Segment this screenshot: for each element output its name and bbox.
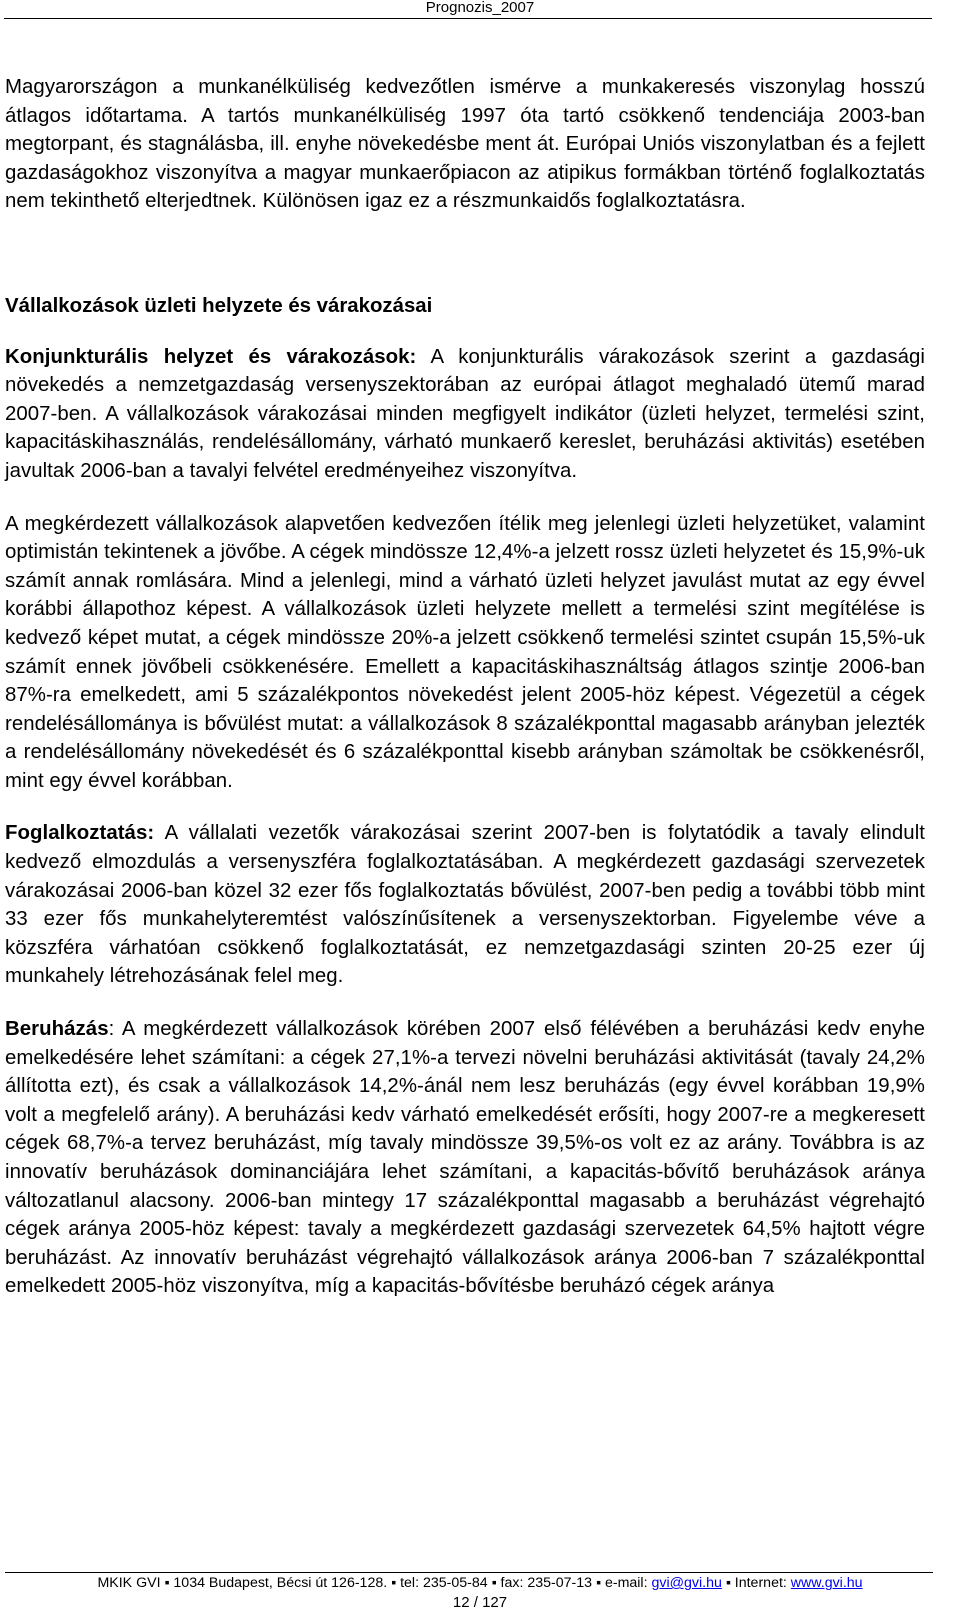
page-content (5, 73, 925, 1301)
beruhazas-paragraph (5, 1015, 925, 1301)
document-title: Prognozis_2007 (425, 0, 535, 16)
konjunktura-paragraph (5, 343, 925, 486)
section-heading: Vállalkozások üzleti helyzete és várakozásai (5, 294, 433, 317)
konjunktura-label: Konjunkturális helyzet és várakozások: (5, 345, 417, 368)
intro-paragraph: Magyarországon a munkanélküliség kedvezőtlen ismérve a munkakeresés viszonylag hosszú átlagos időtartama. A tartós munkanélküliség 1997 óta tartó csökkenő tendenciája 2003-ban megtorpant, és stagnálásba, ill. enyhe növekedésbe ment át. Európai Uniós viszonylatban és a fejlett gazdaságokhoz viszonyítva a magyar munkaerőpiacon az atipikus formákban történő foglalkoztatás nem tekinthető elterjedtnek. Különösen igaz ez a részmunkaidős foglalkoztatásra. (5, 76, 925, 213)
page-header (0, 0, 960, 20)
website-link[interactable]: www.gvi.hu (790, 1575, 863, 1591)
foglalkoztatas-paragraph (5, 819, 925, 991)
footer-internet-label: ▪ Internet: (721, 1575, 791, 1591)
footer-contact: MKIK GVI ▪ 1034 Budapest, Bécsi út 126-128. ▪ tel: 235-05-84 ▪ fax: 235-07-13 ▪ e-mail: (97, 1575, 652, 1591)
page-footer (0, 1575, 960, 1592)
foglalkoztatas-label: Foglalkoztatás: (5, 822, 155, 845)
header-divider (4, 18, 932, 19)
konjunktura-text: A konjunkturális várakozások szerint a gazdasági növekedés a nemzetgazdaság versenyszektorában az európai átlagot meghaladó ütemű marad 2007-ben. A vállalkozások várakozásai minden megfigyelt indikátor (üzleti helyzet, termelési szint, kapacitáskihasználás, rendelésállomány, várható munkaerő kereslet, beruházási aktivitás) esetében javultak 2006-ban a tavalyi felvétel eredményeihez viszonyítva. (5, 345, 925, 482)
foglalkoztatas-text: A vállalati vezetők várakozásai szerint 2007-ben is folytatódik a tavaly elindult kedvező elmozdulás a versenyszféra foglalkoztatásában. A megkérdezett gazdasági szervezetek várakozásai 2006-ban közel 32 ezer fős foglalkoztatás bővülést, 2007-ben pedig a további több mint 33 ezer fős munkahelyteremtést valószínűsítenek a versenyszektorban. Figyelembe véve a közszféra várhatóan csökkenő foglalkoztatását, ez nemzetgazdasági szinten 20-25 ezer új munkahely létrehozásának felel meg. (5, 822, 925, 988)
footer-divider (5, 1572, 933, 1573)
beruhazas-text: : A megkérdezett vállalkozások körében 2007 első félévében a beruházási kedv enyhe emelkedésére lehet számítani: a cégek 27,1%-a tervezi növelni beruházási aktivitását (tavaly 24,2% állította ezt), és csak a vállalkozások 14,2%-ánál nem lesz beruházás (egy évvel korábban 19,9% volt a megfelelő arány). A beruházási kedv várható emelkedését erősíti, hogy 2007-re a megkeresett cégek 68,7%-a tervez beruházást, míg tavaly mindössze 39,5%-os volt ez az arány. Továbbra is az innovatív beruházások dominanciájára lehet számítani, a kapacitás-bővítő beruházások aránya változatlanul alacsony. 2006-ban mintegy 17 százalékponttal magasabb a beruházást végrehajtó cégek aránya 2005-höz képest: tavaly a megkérdezett gazdasági szervezetek 64,5% hajtott végre beruházást. Az innovatív beruházást végrehajtó vállalkozások aránya 2006-ban 7 százalékponttal emelkedett 2005-höz viszonyítva, míg a kapacitás-bővítésbe beruházó cégek aránya (5, 1018, 925, 1298)
page-number: 12 / 127 (452, 1594, 508, 1611)
beruhazas-label: Beruházás (5, 1018, 109, 1041)
helyzet-paragraph: A megkérdezett vállalkozások alapvetően kedvezően ítélik meg jelenlegi üzleti helyzetüket, valamint optimistán tekintenek a jövőbe. A cégek mindössze 12,4%-a jelzett rossz üzleti helyzetet és 15,9%-uk számít annak romlására. Mind a jelenlegi, mind a várható üzleti helyzet javulást mutat az egy évvel korábbi állapothoz képest. A vállalkozások üzleti helyzete mellett a termelési szint megítélése is kedvező képet mutat, a cégek mindössze 20%-a jelzett csökkenő termelési szintet csupán 15,5%-uk számít ennek jövőbeli csökkenésére. Emellett a kapacitáskihasználtság átlagos szintje 2006-ban 87%-ra emelkedett, ami 5 százalékpontos növekedést jelent 2005-höz képest. Végezetül a cégek rendelésállománya is bővülést mutat: a vállalkozások 8 százalékponttal magasabb arányban jelezték a rendelésállomány növekedését és 6 százalékponttal kisebb arányban számoltak be csökkenésről, mint egy évvel korábban. (5, 512, 925, 792)
email-link[interactable]: gvi@gvi.hu (651, 1575, 722, 1591)
